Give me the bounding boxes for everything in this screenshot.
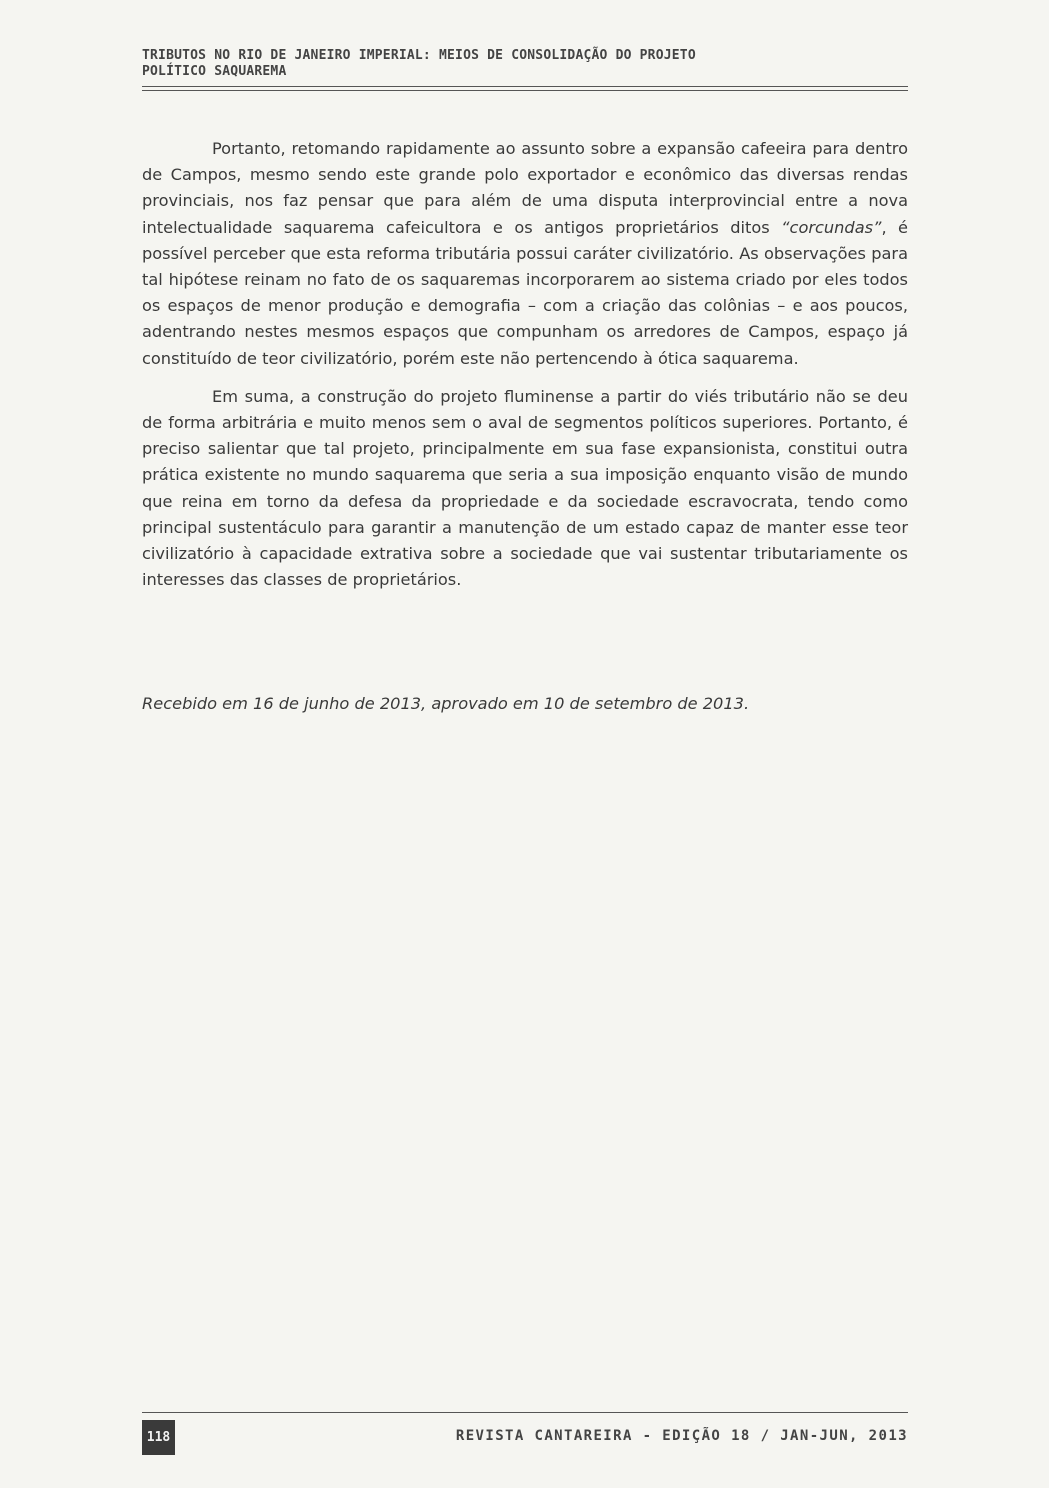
- header-title: TRIBUTOS NO RIO DE JANEIRO IMPERIAL: MEIOS DE CONSOLIDAÇÃO DO PROJETO POLÍTICO SAQUAREMA: [142, 48, 696, 79]
- footer-rule: [142, 1412, 908, 1413]
- running-header: [142, 48, 908, 91]
- paragraph-1: [142, 136, 908, 372]
- received-date-note: Recebido em 16 de junho de 2013, aprovado em 10 de setembro de 2013.: [142, 694, 750, 713]
- header-rule-top: [142, 86, 908, 87]
- paragraph-1-text-b: , é possível perceber que esta reforma tributária possui caráter civilizatório. As observações para tal hipótese reinam no fato de os saquaremas incorporarem ao sistema criado por eles todos os espaços de menor produção e demografia – com a criação das colônias – e aos poucos, adentrando nestes mesmos espaços que compunham os arredores de Campos, espaço já constituído de teor civilizatório, porém este não pertencendo à ótica saquarema.: [142, 217, 908, 368]
- paragraph-1-italic-term: “corcundas”: [781, 217, 882, 237]
- journal-footer: REVISTA CANTAREIRA - EDIÇÃO 18 / JAN-JUN, 2013: [455, 1428, 908, 1444]
- paragraph-2: Em suma, a construção do projeto fluminense a partir do viés tributário não se deu de forma arbitrária e muito menos sem o aval de segmentos políticos superiores. Portanto, é preciso salientar que tal projeto, principalmente em sua fase expansionista, constitui outra prática existente no mundo saquarema que seria a sua imposição enquanto visão de mundo que reina em torno da defesa da propriedade e da sociedade escravocrata, tendo como principal sustentáculo para garantir a manutenção de um estado capaz de manter esse teor civilizatório à capacidade extrativa sobre a sociedade que vai sustentar tributariamente os interesses das classes de proprietários.: [142, 386, 908, 590]
- article-body: [142, 136, 908, 605]
- header-rule-bottom: [142, 90, 908, 91]
- paragraph-1-text-a: Portanto, retomando rapidamente ao assunto sobre a expansão cafeeira para dentro de Campos, mesmo sendo este grande polo exportador e econômico das diversas rendas provinciais, nos faz pensar que para além de uma disputa interprovincial entre a nova intelectualidade saquarema cafeicultora e os antigos proprietários ditos: [142, 139, 908, 237]
- page-number: 118: [142, 1420, 175, 1455]
